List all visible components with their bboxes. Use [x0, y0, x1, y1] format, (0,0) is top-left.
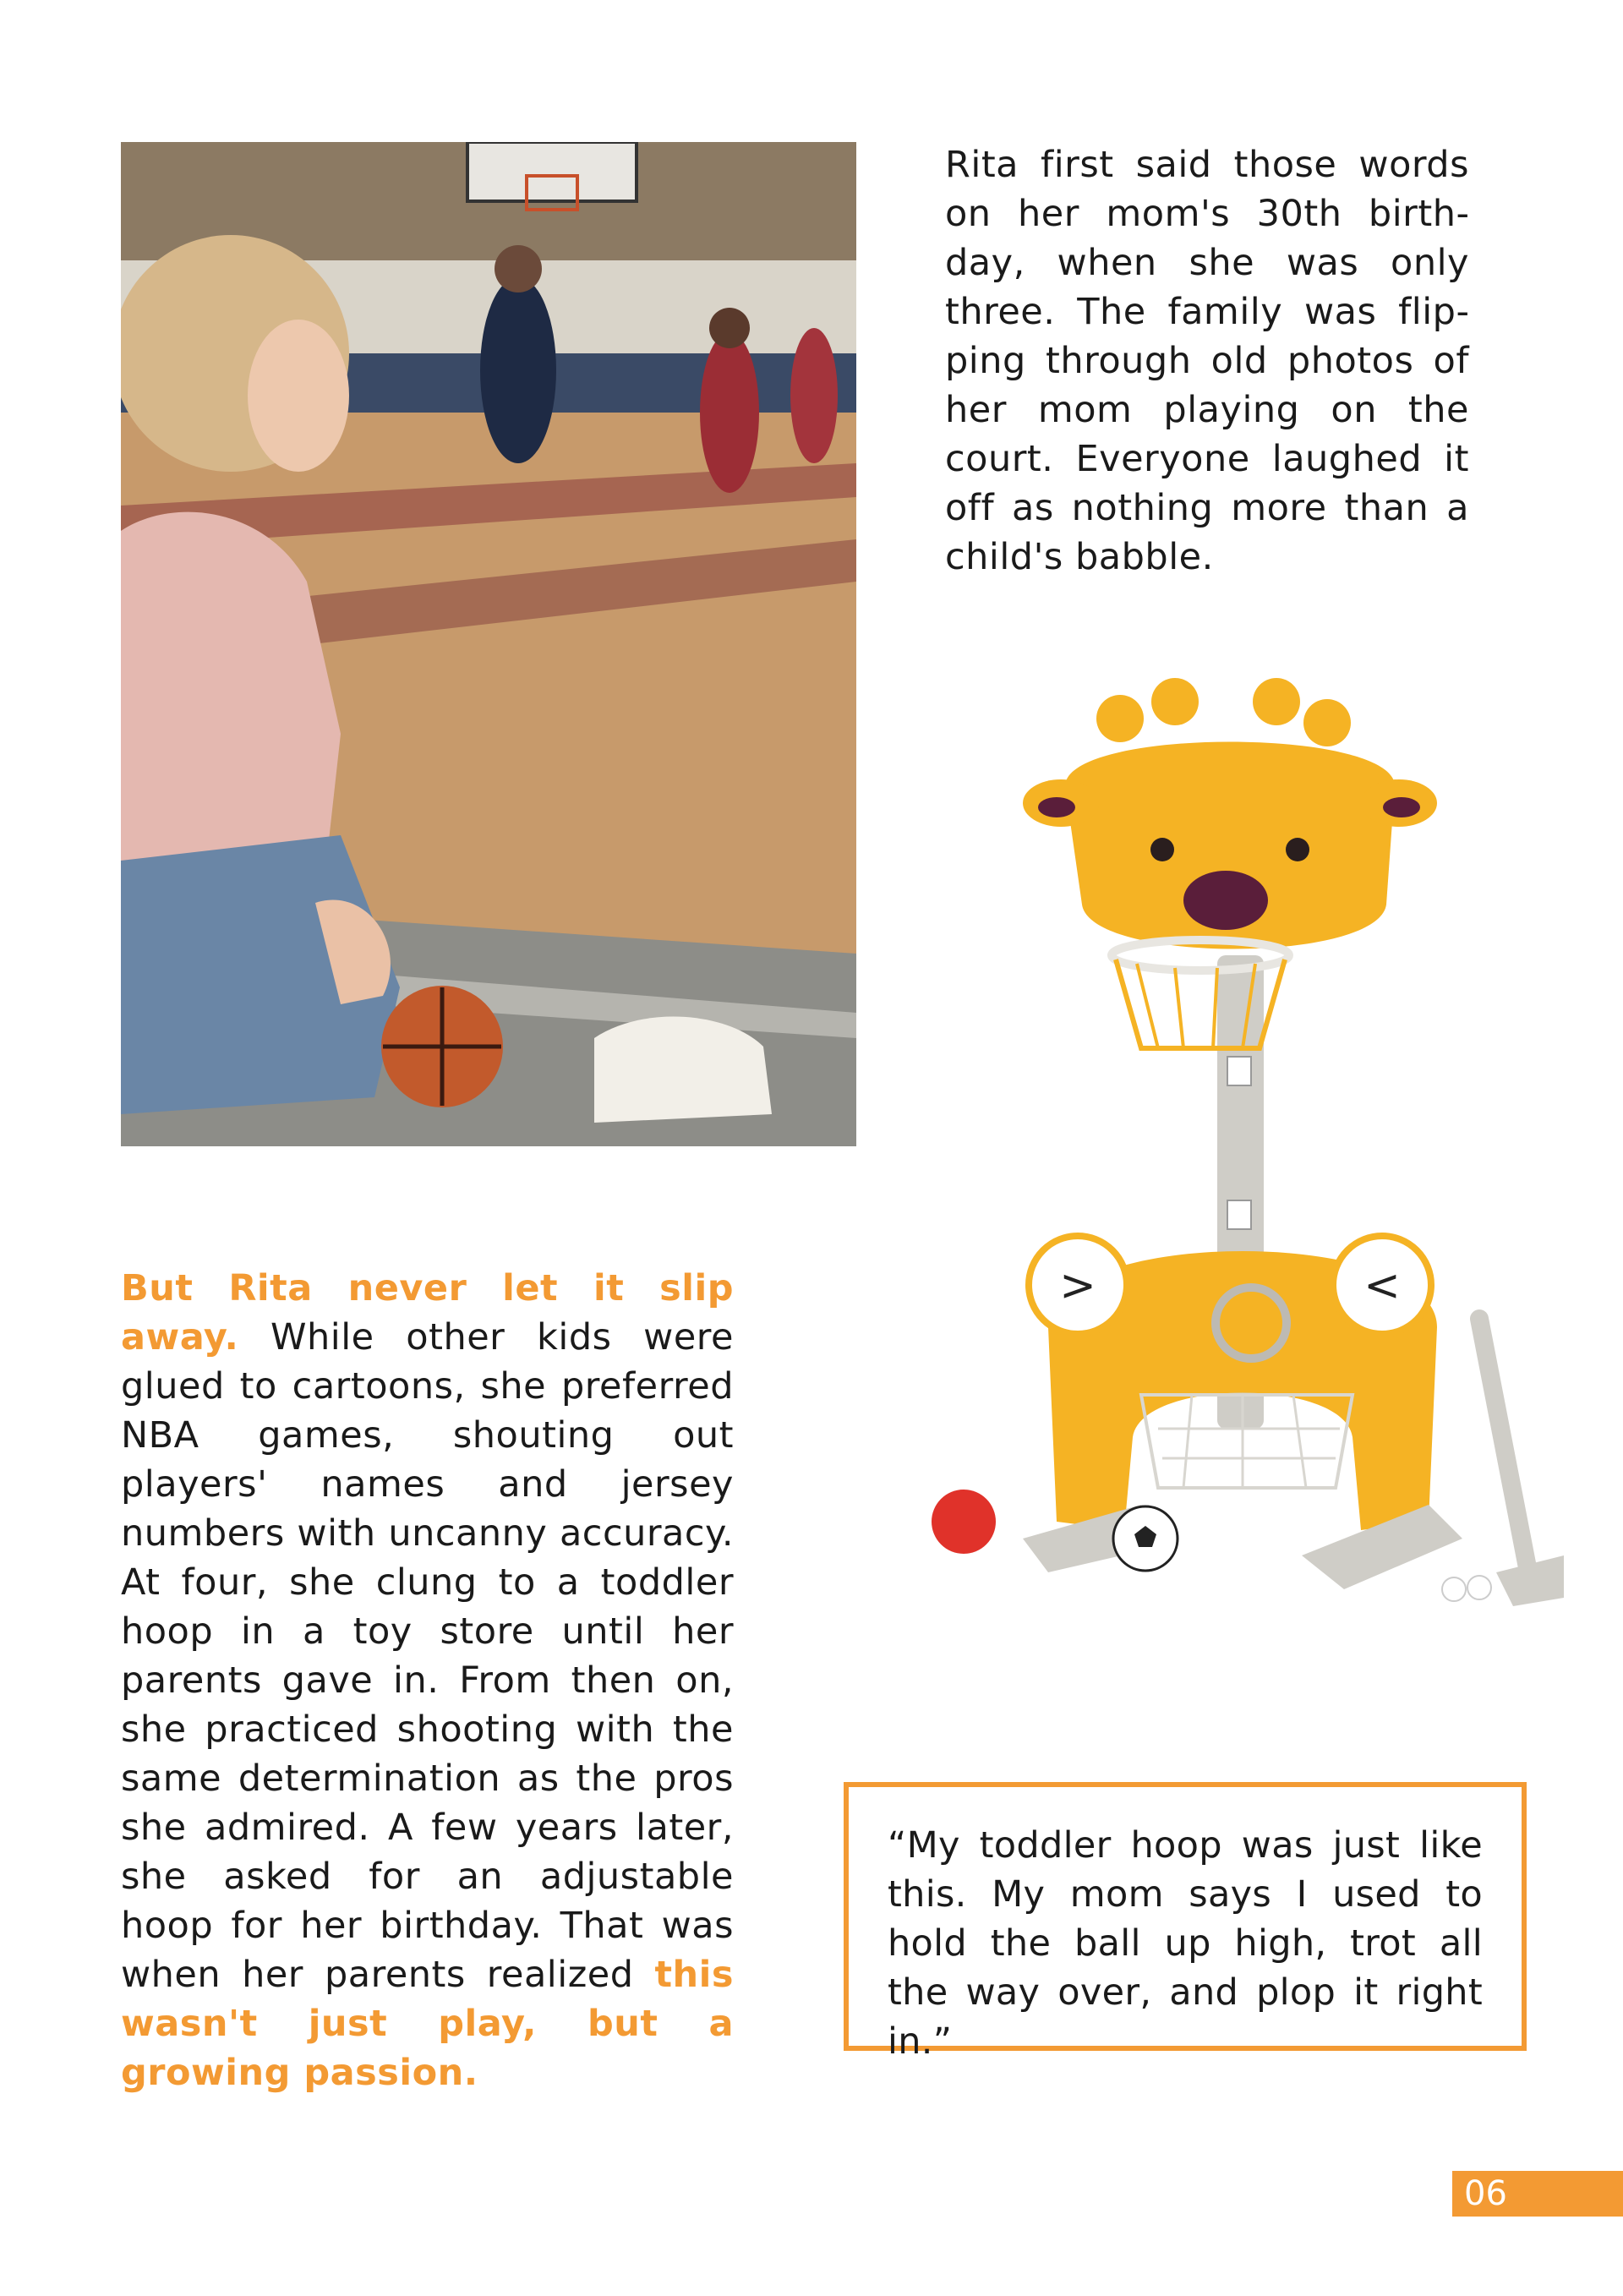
page-number: 06 [1452, 2171, 1623, 2217]
story-paragraph [121, 1264, 734, 2097]
story-body: While other kids were glued to cartoons, she preferred NBA games, shouting out players' names and jersey numbers with uncanny accuracy. At four, she clung to a toddler hoop in a toy store until her parents gave in. From then on, she practiced shooting with the same determination as the pros she admired. A few years later, she asked for an adjustable hoop for her birthday. That was when her parents realized [121, 1316, 734, 1996]
svg-text:>: > [1059, 1260, 1096, 1311]
story-highlight: this wasn't just play, but a growing passion. [121, 1954, 734, 2094]
svg-text:<: < [1363, 1260, 1401, 1311]
child-basketball-photo [121, 142, 856, 1146]
story-lead: But Rita never let it slip away. [121, 1267, 734, 1358]
intro-paragraph: Rita first said those words on her mom's 30th birthday, when she was only three. The family was flipping through old photos of her mom playing on the court. Everyone laughed it off as nothing more than a child's babble. [945, 144, 1469, 578]
quote-box [844, 1782, 1527, 2063]
quote-text: “My toddler hoop was just like this. My mom says I used to hold the ball up high, trot all the way over, and plop it right in.” [888, 1824, 1483, 2063]
toddler-hoop-image [921, 676, 1564, 1691]
